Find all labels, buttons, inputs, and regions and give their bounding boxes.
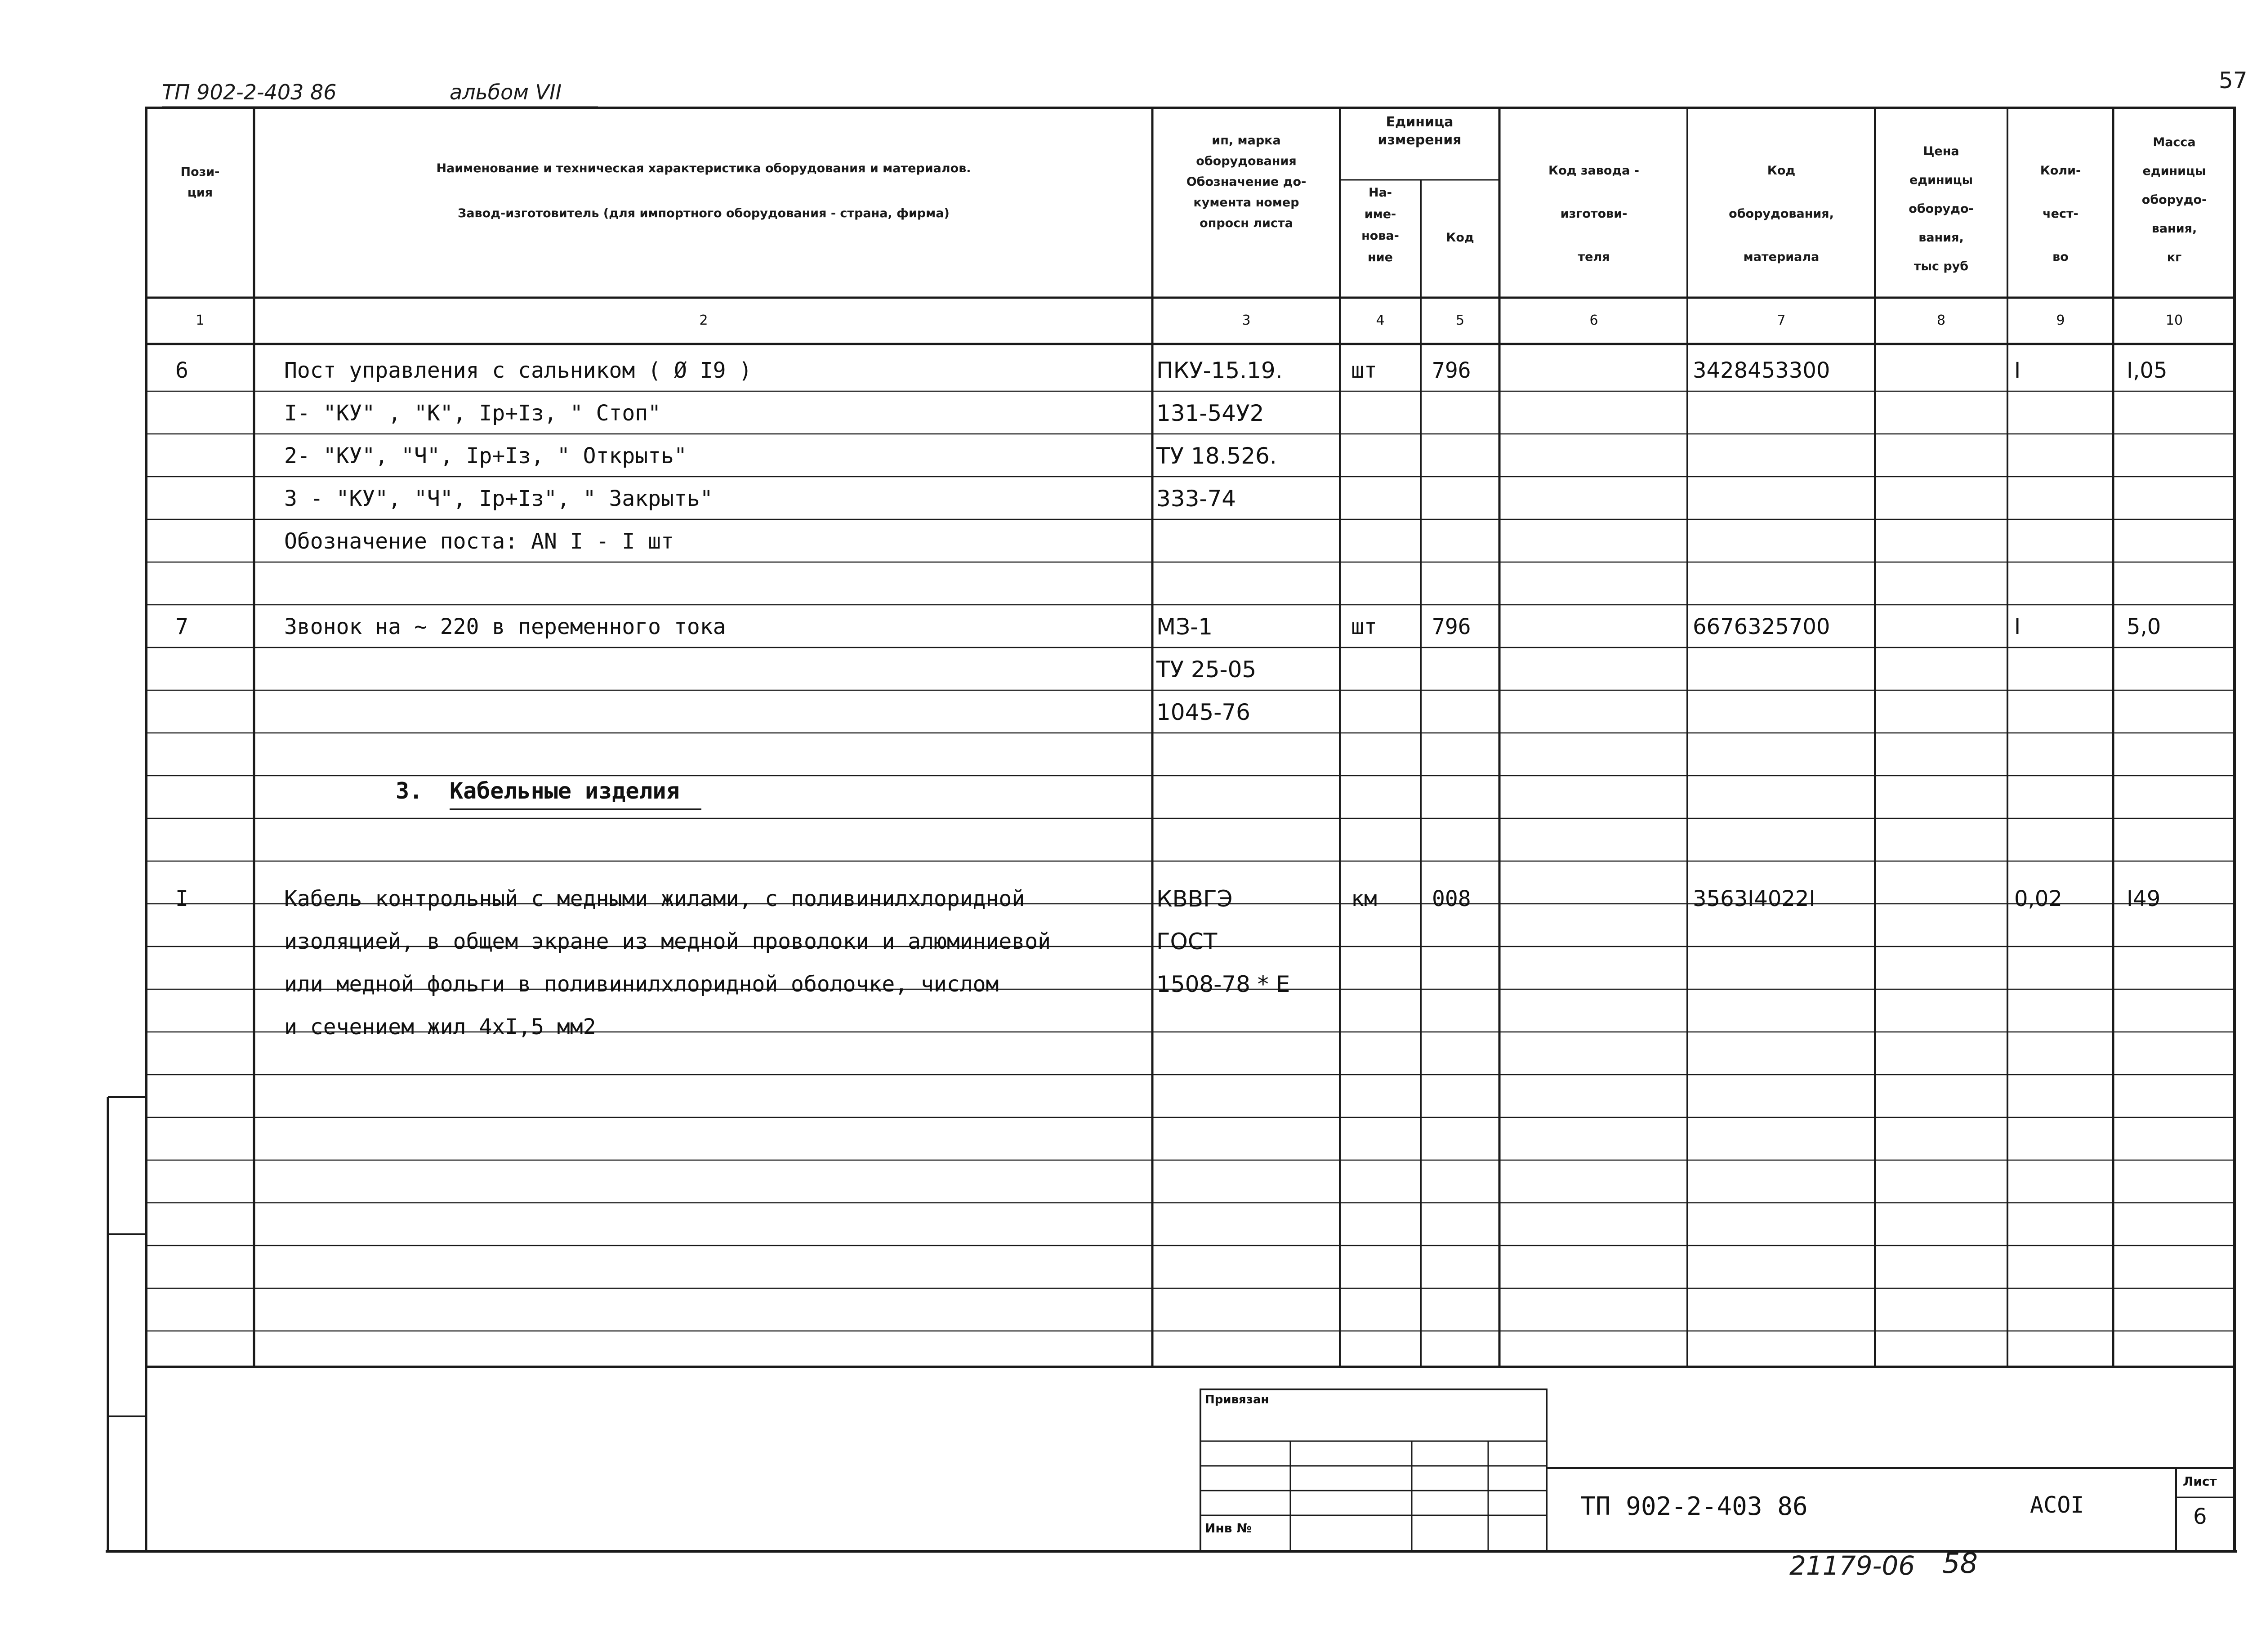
stamp-sheet-number: 6 <box>2193 1504 2207 1529</box>
row-name: Кабель контрольный с медными жилами, с поливинилхлоридной <box>284 886 1025 911</box>
col-unit-code-header: Код <box>1446 231 1474 245</box>
column-number-9: 9 <box>2056 313 2065 328</box>
row-equipment-code: 3563I4022I <box>1693 886 1815 911</box>
stamp-sheet-code: АСОI <box>2030 1492 2084 1518</box>
row-name: Обозначение поста: AN I - I шт <box>284 529 674 554</box>
row-name: Пост управления с сальником ( Ø I9 ) <box>284 358 752 383</box>
row-document: 1508-78 * Е <box>1156 971 1290 997</box>
col-price-header: Цена единицы оборудо- вания, тыс руб <box>1909 144 1974 273</box>
col-unit-name-header: На- име- нова- ние <box>1361 186 1399 264</box>
column-number-8: 8 <box>1936 313 1946 328</box>
row-document: ПКУ-15.19. <box>1156 357 1283 384</box>
row-document: ТУ 25-05 <box>1156 656 1257 683</box>
row-document: 131-54У2 <box>1156 400 1264 426</box>
project-code: ТП 902-2-403 86 <box>162 80 337 104</box>
col-type-header: ип, марка оборудования Обозначение до- кумента номер опросн листа <box>1186 134 1307 230</box>
col-unit-group-header: Единица измерения <box>1378 114 1462 148</box>
section-title: Кабельные изделия <box>450 778 680 804</box>
row-unit-code: 796 <box>1432 614 1471 639</box>
section-number: 3. <box>396 778 423 804</box>
row-quantity: 0,02 <box>2014 886 2062 911</box>
stamp-inventory-label: Инв № <box>1205 1521 1252 1536</box>
column-number-2: 2 <box>699 313 708 328</box>
row-document: МЗ-1 <box>1156 614 1213 640</box>
col-quantity-header: Коли- чест- во <box>2040 164 2081 264</box>
row-position: 6 <box>175 358 188 383</box>
row-unit: км <box>1351 886 1377 911</box>
row-unit-code: 796 <box>1432 358 1471 383</box>
album-label: альбом VII <box>450 80 562 104</box>
row-document: 1045-76 <box>1156 699 1250 725</box>
col-plant-code-header: Код завода - изготови- теля <box>1548 164 1639 264</box>
column-number-4: 4 <box>1376 313 1385 328</box>
row-unit-code: 008 <box>1432 886 1471 911</box>
column-number-5: 5 <box>1455 313 1465 328</box>
stamp-sheet-label: Лист <box>2183 1474 2217 1489</box>
column-number-3: 3 <box>1242 313 1251 328</box>
row-unit: шт <box>1351 614 1377 639</box>
col-position-header: Пози- ция <box>180 165 220 200</box>
row-position: 7 <box>175 614 188 639</box>
column-number-7: 7 <box>1777 313 1786 328</box>
column-number-10: 10 <box>2165 313 2183 328</box>
row-name: Звонок на ~ 220 в переменного тока <box>284 614 726 639</box>
row-document: ГОСТ <box>1156 929 1218 955</box>
col-equipment-code-header: Код оборудования, материала <box>1729 164 1834 264</box>
row-name: 3 - "КУ", "Ч", Iр+Iз", " Закрыть" <box>284 486 713 511</box>
row-equipment-code: 6676325700 <box>1693 614 1830 639</box>
row-quantity: I <box>2014 614 2021 639</box>
row-document: КВВГЭ <box>1156 886 1233 912</box>
row-position: I <box>175 886 188 911</box>
row-name: и сечением жил 4хI,5 мм2 <box>284 1014 596 1040</box>
row-document: ТУ 18.526. <box>1156 443 1277 469</box>
col-name-header-line1: Наименование и техническая характеристика оборудования и материалов. <box>436 161 971 175</box>
row-name: I- "КУ" , "К", Iр+Iз, " Стоп" <box>284 401 661 426</box>
row-mass: I,05 <box>2127 358 2168 383</box>
row-unit: шт <box>1351 358 1377 383</box>
archive-number: 21179-06 <box>1789 1550 1915 1581</box>
row-mass: 5,0 <box>2127 614 2161 639</box>
column-number-1: 1 <box>196 313 205 328</box>
row-quantity: I <box>2014 358 2021 383</box>
row-mass: I49 <box>2127 886 2161 911</box>
archive-page: 58 <box>1942 1547 1978 1580</box>
row-document: 333-74 <box>1156 486 1236 512</box>
row-name: или медной фольги в поливинилхлоридной оболочке, числом <box>284 972 999 997</box>
col-name-header-line2: Завод-изготовитель (для импортного оборудования - страна, фирма) <box>458 206 950 220</box>
column-number-6: 6 <box>1589 313 1598 328</box>
row-name: изоляцией, в общем экране из медной проволоки и алюминиевой <box>284 929 1051 954</box>
row-equipment-code: 3428453300 <box>1693 358 1830 383</box>
page-number: 57 <box>2219 67 2248 94</box>
row-name: 2- "КУ", "Ч", Iр+Iз, " Открыть" <box>284 443 687 469</box>
stamp-bound-label: Привязан <box>1205 1393 1269 1406</box>
stamp-document-code: ТП 902-2-403 86 <box>1580 1492 1808 1521</box>
col-mass-header: Масса единицы оборудо- вания, кг <box>2141 135 2207 264</box>
